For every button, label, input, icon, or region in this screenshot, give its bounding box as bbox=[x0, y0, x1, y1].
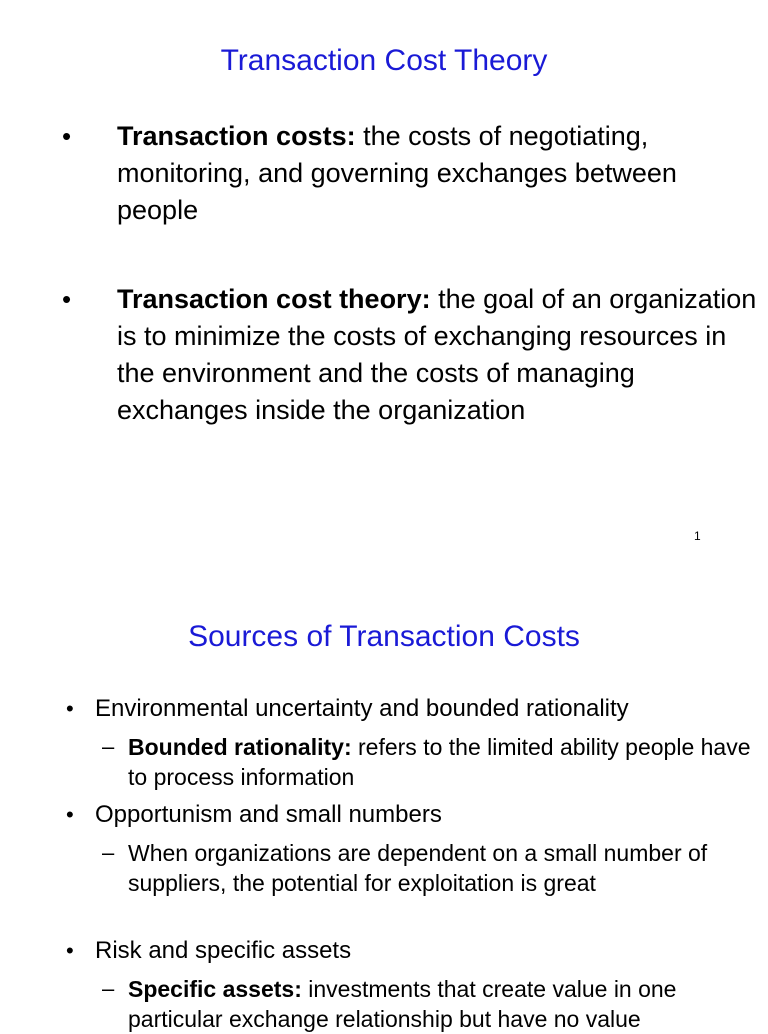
definition-term: Specific assets: bbox=[128, 976, 302, 1002]
list-item: Risk and specific assets bbox=[95, 937, 352, 964]
definition-term: Transaction cost theory: bbox=[117, 284, 431, 314]
bullet-marker: • bbox=[66, 938, 74, 963]
list-item: Environmental uncertainty and bounded rationality bbox=[95, 695, 629, 722]
definition-transaction-cost-theory bbox=[117, 281, 757, 429]
slide-title: Sources of Transaction Costs bbox=[188, 620, 580, 653]
definition-term: Bounded rationality: bbox=[128, 734, 352, 760]
bullet-marker: • bbox=[66, 696, 74, 721]
definition-text: refers to the limited ability people have to process information bbox=[128, 734, 751, 790]
definition-transaction-costs bbox=[117, 118, 757, 229]
bullet-marker: • bbox=[62, 121, 72, 151]
slide-title: Transaction Cost Theory bbox=[220, 44, 548, 77]
page-number: 1 bbox=[694, 529, 701, 543]
definition-text: investments that create value in one particular exchange relationship but have no value bbox=[128, 976, 677, 1032]
definition-text: the costs of negotiating, monitoring, and governing exchanges between people bbox=[117, 121, 677, 225]
list-item: Opportunism and small numbers bbox=[95, 801, 442, 828]
sub-list-item bbox=[128, 838, 758, 898]
sub-list-item bbox=[128, 974, 758, 1034]
bullet-marker: • bbox=[66, 802, 74, 827]
dash-marker: – bbox=[102, 734, 115, 759]
bullet-marker: • bbox=[62, 284, 72, 314]
dash-marker: – bbox=[102, 840, 115, 865]
dash-marker: – bbox=[102, 976, 115, 1001]
definition-text: the goal of an organization is to minimize the costs of exchanging resources in the environment and the costs of managing exchanges inside the organization bbox=[117, 284, 757, 425]
definition-term: Transaction costs: bbox=[117, 121, 356, 151]
sub-list-item bbox=[128, 732, 758, 792]
definition-text: When organizations are dependent on a small number of suppliers, the potential for exploitation is great bbox=[128, 840, 708, 896]
